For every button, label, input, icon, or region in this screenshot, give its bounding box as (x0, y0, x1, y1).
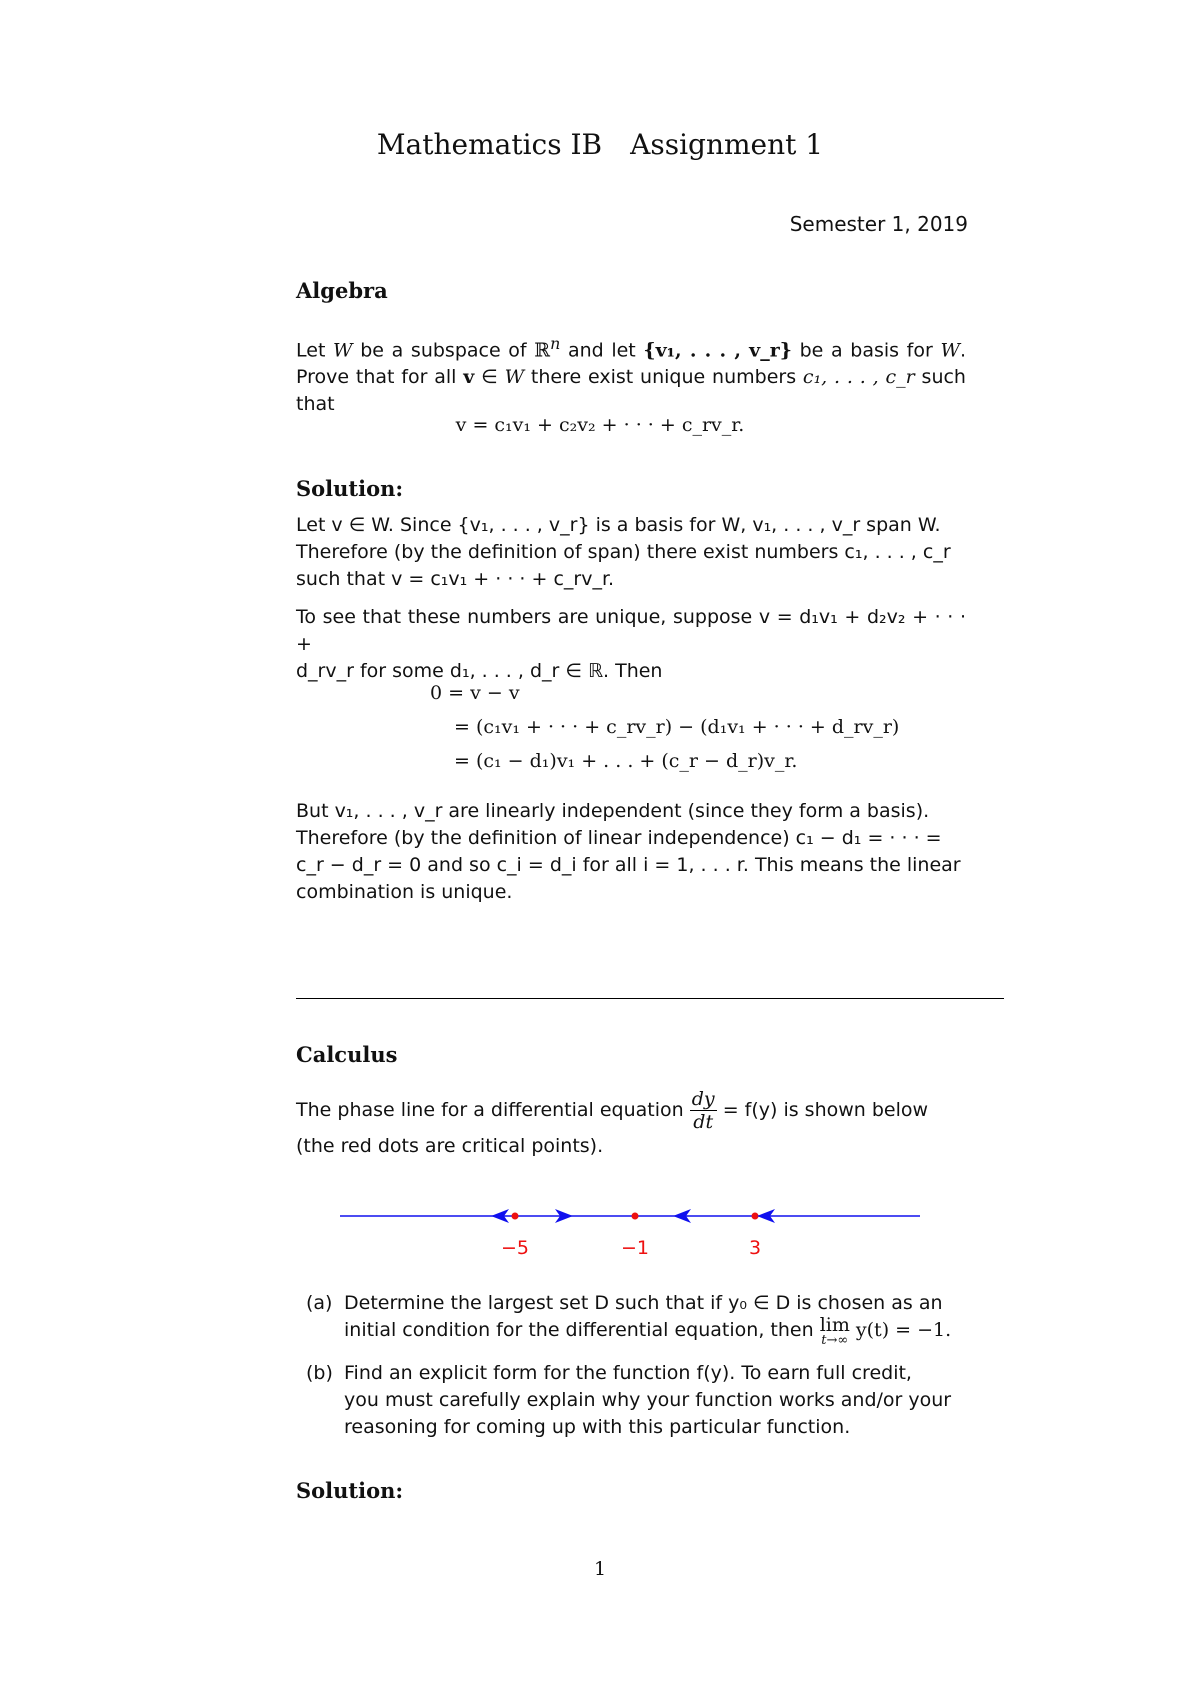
section-divider (296, 998, 1004, 999)
basis-equation: v = c₁v₁ + c₂v₂ + · · · + c_rv_r. (455, 414, 745, 436)
document-title (0, 128, 1200, 161)
limit-operator: lim t→∞ (819, 1314, 850, 1348)
calculus-heading: Calculus (296, 1042, 398, 1067)
question-b: (b) Find an explicit form for the function f(y). To earn full credit, you must carefully explain why your function works and/or your reasoning for coming up with this particular function. (306, 1362, 952, 1438)
solution-heading-2: Solution: (296, 1478, 404, 1503)
solution-paragraph-1: Let v ∈ W. Since {v₁, . . . , v_r} is a basis for W, v₁, . . . , v_r span W. Therefore (by the definition of span) there exist numbers c₁, . . . , c_r such that v = c₁v₁ + · · · + c_rv_r. (296, 514, 951, 590)
critical-point-label-neg1: −1 (620, 1237, 650, 1259)
title-assignment: Assignment 1 (630, 128, 824, 161)
critical-point-label-3: 3 (748, 1237, 762, 1259)
derivation-line-1: 0 = v − v (430, 682, 520, 704)
solution-paragraph-3: But v₁, . . . , v_r are linearly independent (since they form a basis). Therefore (by the definition of linear independence) c₁ − d₁ = · · · = c_r − d_r = 0 and so c_i = d_i for all i = 1, . . . r. This means the linear combination is unique. (296, 800, 961, 903)
solution-heading-1: Solution: (296, 476, 404, 501)
dy-dt-fraction: $\frac{dy}{dt}$ (691, 1088, 715, 1133)
question-a: (a) Determine the largest set D such that if y₀ ∈ D is chosen as an initial condition for the differential equation, then lim t→∞ y(t) = −1. (306, 1292, 952, 1348)
critical-point-0 (512, 1213, 519, 1220)
critical-point-1 (632, 1213, 639, 1220)
calculus-intro: The phase line for a differential equation $\frac{dy}{dt}$ = f(y) is shown below (the red dots are critical points). (296, 1088, 929, 1157)
derivation-line-3: = (c₁ − d₁)v₁ + . . . + (c_r − d_r)v_r. (454, 750, 798, 772)
algebra-heading: Algebra (296, 278, 388, 303)
semester-label: Semester 1, 2019 (789, 212, 968, 236)
solution-paragraph-2: To see that these numbers are unique, suppose v = d₁v₁ + d₂v₂ + · · · + d_rv_r for some d₁, . . . , d_r ∈ ℝ. Then (296, 606, 966, 682)
phase-line-diagram (330, 1196, 930, 1268)
uniqueness-derivation (430, 676, 899, 778)
derivation-line-2: = (c₁v₁ + · · · + c_rv_r) − (d₁v₁ + · · · + d_rv_r) (454, 716, 900, 738)
page-number: 1 (593, 1558, 607, 1580)
algebra-problem: Let W be a subspace of ℝ$^n$ and let {v₁, . . . , v_r} be a basis for W. Prove that for all v ∈ W there exist unique numbers c₁, . . . , c_r such that (296, 334, 967, 416)
critical-point-label-neg5: −5 (500, 1237, 530, 1259)
title-course: Mathematics IB (376, 128, 603, 161)
